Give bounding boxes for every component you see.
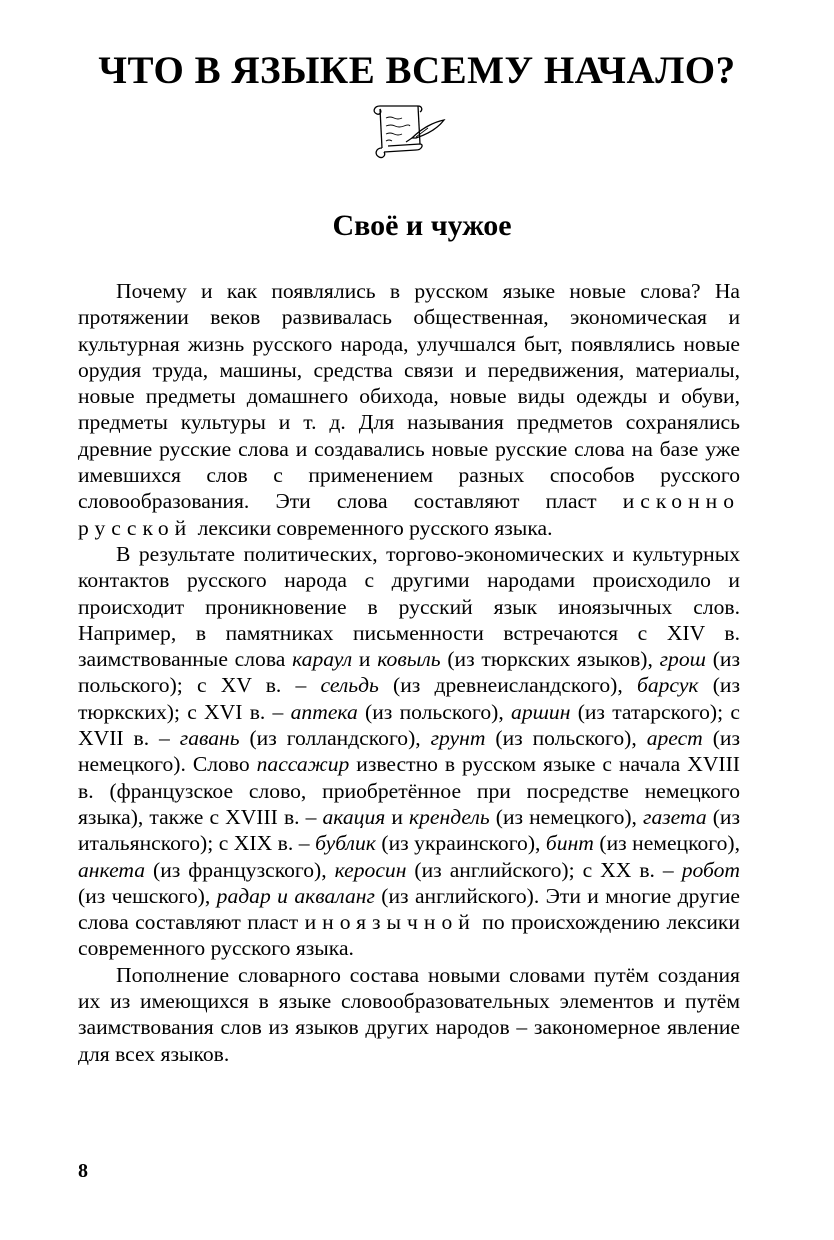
paragraph — [78, 278, 740, 541]
text-segment: (из английского). Эти и многие другие слова составляют пласт — [78, 883, 740, 935]
italic-word: сельдь — [320, 673, 379, 698]
text-segment: (из итальянского); с XIX в. – — [78, 804, 740, 856]
text-segment: лексики современного русского языка. — [192, 515, 553, 540]
text-segment: (из английского); с XX в. – — [406, 857, 682, 882]
italic-word: радар и акваланг — [216, 883, 375, 908]
text-segment: (из польского), — [357, 699, 512, 724]
italic-word: ковыль — [377, 647, 441, 672]
italic-word: керосин — [334, 857, 407, 882]
text-segment: и — [352, 647, 378, 672]
page-number: 8 — [78, 1160, 88, 1182]
text-segment: (из немецкого), — [489, 804, 644, 829]
italic-word: гавань — [179, 726, 240, 751]
text-segment: (из немецкого), — [593, 831, 741, 856]
text-segment: Пополнение словарного состава новыми словами путём создания их из имеющихся в языке словообразовательных элементов и путём заимствования слов из языков других народов – закономерное явление для всех языков. — [78, 962, 740, 1066]
text-segment: (из польского); с XV в. – — [78, 647, 740, 698]
text-segment: В результате политических, торгово-экономических и культурных контактов русского народа с другими народами происходило и происходит проникновение в русский язык иноязычных слов. Например, в памятниках письменности встречаются с XIV в. заимствованные слова — [78, 541, 740, 672]
paragraph — [78, 541, 740, 962]
text-segment: (из тюркских языков), — [440, 647, 660, 672]
italic-word: грунт — [430, 726, 486, 751]
italic-word: газета — [643, 804, 707, 829]
text-segment: (из тюркских); с XVI в. – — [78, 673, 741, 724]
italic-word: аршин — [511, 699, 571, 724]
text-segment: (из татарского); с XVII в. – — [78, 699, 740, 751]
italic-word: аптека — [290, 699, 358, 724]
text-segment: и — [385, 804, 410, 829]
text-segment: Почему и как появлялись в русском языке новые слова? На протяжении веков развивалась общественная, экономическая и культурная жизнь русского народа, улучшался быт, появлялись новые орудия труда, машины, средства связи и передвижения, материалы, новые предметы домашнего обихода, новые виды одежды и обуви, предметы культуры и т. д. Для называния предметов сохранялись древние русские слова и создавались новые русские слова на базе уже имевшихся слов с применением разных способов русского словообразования. Эти слова составляют пласт — [78, 279, 740, 514]
section-title: Своё и чужое — [332, 209, 512, 242]
italic-word: барсук — [636, 673, 699, 698]
text-segment: (из чешского), — [78, 883, 217, 908]
text-segment: известно в русском языке с начала XVIII в. (французское слово, приобретённое при посредстве немецкого языка), также с XVIII в. – — [78, 752, 740, 829]
italic-word: крендель — [409, 804, 490, 829]
italic-word: грош — [659, 647, 706, 672]
text-segment: (из голландского), — [239, 726, 431, 751]
text-segment: по происхождению лексики современного русского языка. — [78, 910, 740, 961]
text-segment: (из французского), — [145, 857, 335, 882]
spaced-emphasis: исконно русской — [78, 489, 740, 540]
italic-word: бинт — [545, 831, 594, 856]
scroll-quill-icon — [368, 100, 448, 162]
italic-word: пассажир — [256, 752, 350, 777]
text-segment: (из польского), — [485, 726, 647, 751]
text-segment: (из древнеисландского), — [378, 673, 637, 698]
spaced-emphasis: иноязычной — [304, 910, 476, 935]
text-segment: (из украинского), — [375, 831, 546, 856]
body-text — [78, 278, 740, 1067]
chapter-title: ЧТО В ЯЗЫКЕ ВСЕМУ НАЧАЛО? — [98, 49, 736, 92]
italic-word: робот — [681, 857, 740, 882]
italic-word: караул — [292, 647, 353, 672]
text-segment: (из немецкого). Слово — [78, 726, 740, 777]
italic-word: анкета — [78, 857, 146, 882]
italic-word: бублик — [315, 831, 376, 856]
paragraph — [78, 962, 740, 1067]
italic-word: акация — [322, 804, 386, 829]
italic-word: арест — [646, 726, 703, 751]
